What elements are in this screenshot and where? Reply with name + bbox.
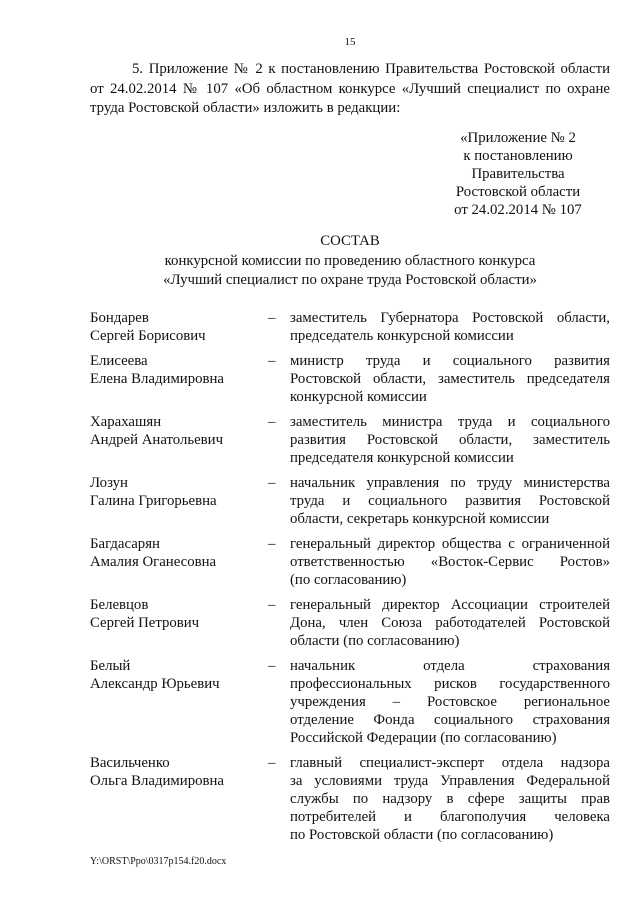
separator-dash: – bbox=[268, 658, 276, 674]
title-heading: СОСТАВ bbox=[320, 233, 380, 249]
member-given-names: Сергей Петрович bbox=[90, 615, 200, 631]
position-line: начальник отдела страхования bbox=[290, 658, 610, 674]
position-line: по Ростовской области (по согласованию) bbox=[290, 827, 554, 843]
member-given-names: Елена Владимировна bbox=[90, 371, 224, 387]
member-name bbox=[90, 596, 268, 650]
appendix-header bbox=[430, 129, 606, 219]
member-surname: Багдасарян bbox=[90, 536, 160, 552]
separator-dash: – bbox=[268, 755, 276, 771]
position-line: ответственностью «Восток-Сервис Ростов» bbox=[290, 554, 610, 570]
member-name bbox=[90, 352, 268, 406]
member-given-names: Александр Юрьевич bbox=[90, 676, 220, 692]
separator-dash: – bbox=[268, 310, 276, 326]
position-line: главный специалист-эксперт отдела надзора bbox=[290, 755, 610, 771]
member-row bbox=[90, 754, 610, 844]
member-row bbox=[90, 474, 610, 528]
member-position bbox=[290, 352, 610, 406]
member-surname: Васильченко bbox=[90, 755, 170, 771]
member-position bbox=[290, 657, 610, 747]
member-position bbox=[290, 309, 610, 345]
appendix-header-line: к постановлению bbox=[463, 148, 573, 164]
position-line: развития Ростовской области, заместитель bbox=[290, 432, 610, 448]
title-subtitle-line: «Лучший специалист по охране труда Ростовской области» bbox=[163, 272, 537, 288]
appendix-header-line: Ростовской области bbox=[455, 184, 581, 200]
member-name bbox=[90, 754, 268, 844]
separator-dash: – bbox=[268, 475, 276, 491]
member-name bbox=[90, 657, 268, 747]
intro-line: 5. Приложение № 2 к постановлению Правительства Ростовской области bbox=[132, 61, 610, 77]
member-surname: Харахашян bbox=[90, 414, 162, 430]
member-row bbox=[90, 309, 610, 345]
member-given-names: Галина Григорьевна bbox=[90, 493, 217, 509]
member-name bbox=[90, 309, 268, 345]
member-name bbox=[90, 474, 268, 528]
position-line: генеральный директор Ассоциации строителей bbox=[290, 597, 610, 613]
footer-file-path: Y:\ORST\Ppo\0317p154.f20.docx bbox=[90, 856, 227, 867]
position-line: труда и социального развития Ростовской bbox=[290, 493, 610, 509]
position-line: учреждения – Ростовское региональное bbox=[290, 694, 610, 710]
position-line: отделение Фонда социального страхования bbox=[290, 712, 610, 728]
position-line: за условиями труда Управления Федеральной bbox=[290, 773, 610, 789]
member-given-names: Ольга Владимировна bbox=[90, 773, 224, 789]
separator-dash: – bbox=[268, 414, 276, 430]
member-row bbox=[90, 535, 610, 589]
position-line: конкурсной комиссии bbox=[290, 389, 427, 405]
position-line: председателя конкурсной комиссии bbox=[290, 450, 514, 466]
member-row bbox=[90, 352, 610, 406]
position-line: Российской Федерации (по согласованию) bbox=[290, 730, 557, 746]
separator-dash: – bbox=[268, 536, 276, 552]
position-line: службы по надзору в сфере защиты прав bbox=[290, 791, 610, 807]
position-line: председатель конкурсной комиссии bbox=[290, 328, 514, 344]
position-line: заместитель Губернатора Ростовской области, bbox=[290, 310, 610, 326]
member-position bbox=[290, 413, 610, 467]
position-line: министр труда и социального развития bbox=[290, 353, 610, 369]
member-surname: Белевцов bbox=[90, 597, 149, 613]
member-given-names: Андрей Анатольевич bbox=[90, 432, 224, 448]
page-number: 15 bbox=[344, 36, 356, 48]
member-row bbox=[90, 596, 610, 650]
separator-dash: – bbox=[268, 353, 276, 369]
member-position bbox=[290, 754, 610, 844]
position-line: области (по согласованию) bbox=[290, 633, 460, 649]
position-line: потребителей и благополучия человека bbox=[290, 809, 610, 825]
member-surname: Елисеева bbox=[90, 353, 148, 369]
position-line: генеральный директор общества с ограниченной bbox=[290, 536, 610, 552]
member-name bbox=[90, 535, 268, 589]
member-row bbox=[90, 657, 610, 747]
member-row bbox=[90, 413, 610, 467]
member-given-names: Сергей Борисович bbox=[90, 328, 206, 344]
position-line: области, секретарь конкурсной комиссии bbox=[290, 511, 550, 527]
appendix-header-line: от 24.02.2014 № 107 bbox=[454, 202, 582, 218]
position-line: Ростовской области, заместитель председателя bbox=[290, 371, 610, 387]
position-line: профессиональных рисков государственного bbox=[290, 676, 610, 692]
member-surname: Бондарев bbox=[90, 310, 149, 326]
appendix-header-line: «Приложение № 2 bbox=[460, 130, 576, 146]
position-line: заместитель министра труда и социального bbox=[290, 414, 610, 430]
separator-dash: – bbox=[268, 597, 276, 613]
member-position bbox=[290, 474, 610, 528]
position-line: начальник управления по труду министерства bbox=[290, 475, 610, 491]
intro-paragraph bbox=[90, 60, 610, 119]
commission-members-list bbox=[90, 309, 610, 851]
position-line: Дона, член Союза работодателей Ростовской bbox=[290, 615, 610, 631]
appendix-header-line: Правительства bbox=[471, 166, 565, 182]
document-title bbox=[90, 232, 610, 291]
member-given-names: Амалия Оганесовна bbox=[90, 554, 217, 570]
member-surname: Лозун bbox=[90, 475, 128, 491]
member-position bbox=[290, 596, 610, 650]
member-position bbox=[290, 535, 610, 589]
member-surname: Белый bbox=[90, 658, 131, 674]
title-subtitle-line: конкурсной комиссии по проведению областного конкурса bbox=[164, 252, 536, 269]
position-line: (по согласованию) bbox=[290, 572, 407, 588]
intro-line: от 24.02.2014 № 107 «Об областном конкурсе «Лучший специалист по охране bbox=[90, 80, 610, 97]
intro-line: труда Ростовской области» изложить в редакции: bbox=[90, 100, 401, 116]
member-name bbox=[90, 413, 268, 467]
